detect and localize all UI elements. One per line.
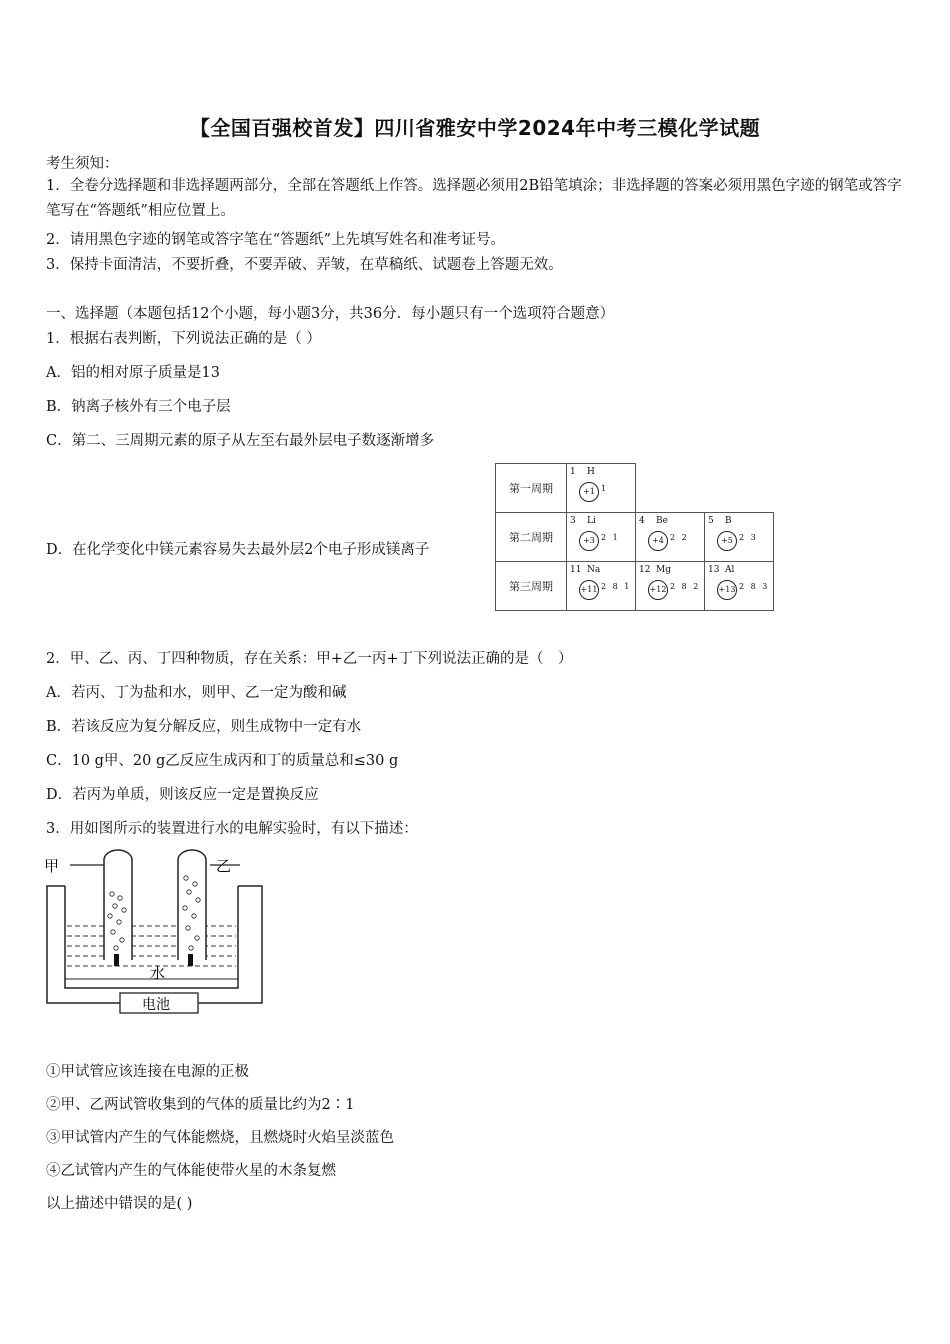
- element-cell-mg: 12 Mg +12 2 8 2: [636, 562, 705, 611]
- nucleus-circle: +12: [648, 580, 668, 600]
- q1-option-d: D．在化学变化中镁元素容易失去最外层2个电子形成镁离子: [46, 542, 430, 558]
- q1-option-b: B．钠离子核外有三个电子层: [46, 399, 231, 415]
- q3-statement-2: ②甲、乙两试管收集到的气体的质量比约为2∶1: [46, 1097, 355, 1113]
- nucleus-circle: +5: [717, 531, 737, 551]
- tube-label-yi: 乙: [216, 857, 232, 875]
- notice-item-2: 2．请用黑色字迹的钢笔或答字笔在“答题纸”上先填写姓名和准考证号。: [46, 232, 506, 248]
- q3-ask: 以上描述中错误的是( ): [46, 1196, 193, 1212]
- q3-statement-4: ④乙试管内产生的气体能使带火星的木条复燃: [46, 1163, 336, 1179]
- water-label: 水: [150, 964, 166, 982]
- nucleus-circle: +13: [717, 580, 737, 600]
- element-cell-li: 3 Li +3 2 1: [567, 513, 636, 562]
- q2-option-d: D．若丙为单质，则该反应一定是置换反应: [46, 787, 319, 803]
- element-cell-h: 1 H +1 1: [567, 464, 636, 513]
- nucleus-circle: +4: [648, 531, 668, 551]
- section-heading: 一、选择题（本题包括12个小题，每小题3分，共36分．每小题只有一个选项符合题意）: [46, 306, 615, 322]
- q2-stem: 2．甲、乙、丙、丁四种物质，存在关系：甲+乙一丙+丁下列说法正确的是（ ）: [46, 651, 573, 667]
- nucleus-circle: +11: [579, 580, 599, 600]
- q3-statement-3: ③甲试管内产生的气体能燃烧，且燃烧时火焰呈淡蓝色: [46, 1130, 394, 1146]
- period-1-label: 第一周期: [496, 464, 567, 513]
- notice-item-1: 1．全卷分选择题和非选择题两部分，全部在答题纸上作答。选择题必须用2B铅笔填涂；非选择题的答案必须用黑色字迹的钢笔或答字笔写在“答题纸”相应位置上。: [46, 178, 902, 219]
- element-cell-na: 11 Na +11 2 8 1: [567, 562, 636, 611]
- q2-option-a: A．若丙、丁为盐和水，则甲、乙一定为酸和碱: [46, 685, 347, 701]
- page-title: 【全国百强校首发】四川省雅安中学2024年中考三模化学试题: [189, 116, 761, 140]
- nucleus-circle: +3: [579, 531, 599, 551]
- q1-option-c: C．第二、三周期元素的原子从左至右最外层电子数逐渐增多: [46, 433, 435, 449]
- period-2-label: 第二周期: [496, 513, 567, 562]
- electrolysis-apparatus-figure: [40, 848, 280, 1018]
- period-3-label: 第三周期: [496, 562, 567, 611]
- q1-stem: 1．根据右表判断，下列说法正确的是（ ）: [46, 331, 321, 347]
- notice-heading: 考生须知：: [46, 156, 119, 172]
- q3-stem: 3．用如图所示的装置进行水的电解实验时，有以下描述：: [46, 821, 418, 837]
- q2-option-b: B．若该反应为复分解反应，则生成物中一定有水: [46, 719, 362, 735]
- battery-label: 电池: [142, 997, 170, 1013]
- q3-statement-1: ①甲试管应该连接在电源的正极: [46, 1064, 249, 1080]
- notice-item-3: 3．保持卡面清洁，不要折叠，不要弄破、弄皱，在草稿纸、试题卷上答题无效。: [46, 257, 563, 273]
- element-cell-b: 5 B +5 2 3: [705, 513, 774, 562]
- tube-label-jia: 甲: [44, 857, 60, 875]
- periodic-table-figure: [495, 463, 774, 611]
- nucleus-circle: +1: [579, 482, 599, 502]
- element-cell-al: 13 Al +13 2 8 3: [705, 562, 774, 611]
- element-cell-be: 4 Be +4 2 2: [636, 513, 705, 562]
- q1-option-a: A．铝的相对原子质量是13: [46, 365, 220, 381]
- q2-option-c: C．10 g甲、20 g乙反应生成丙和丁的质量总和≤30 g: [46, 753, 399, 769]
